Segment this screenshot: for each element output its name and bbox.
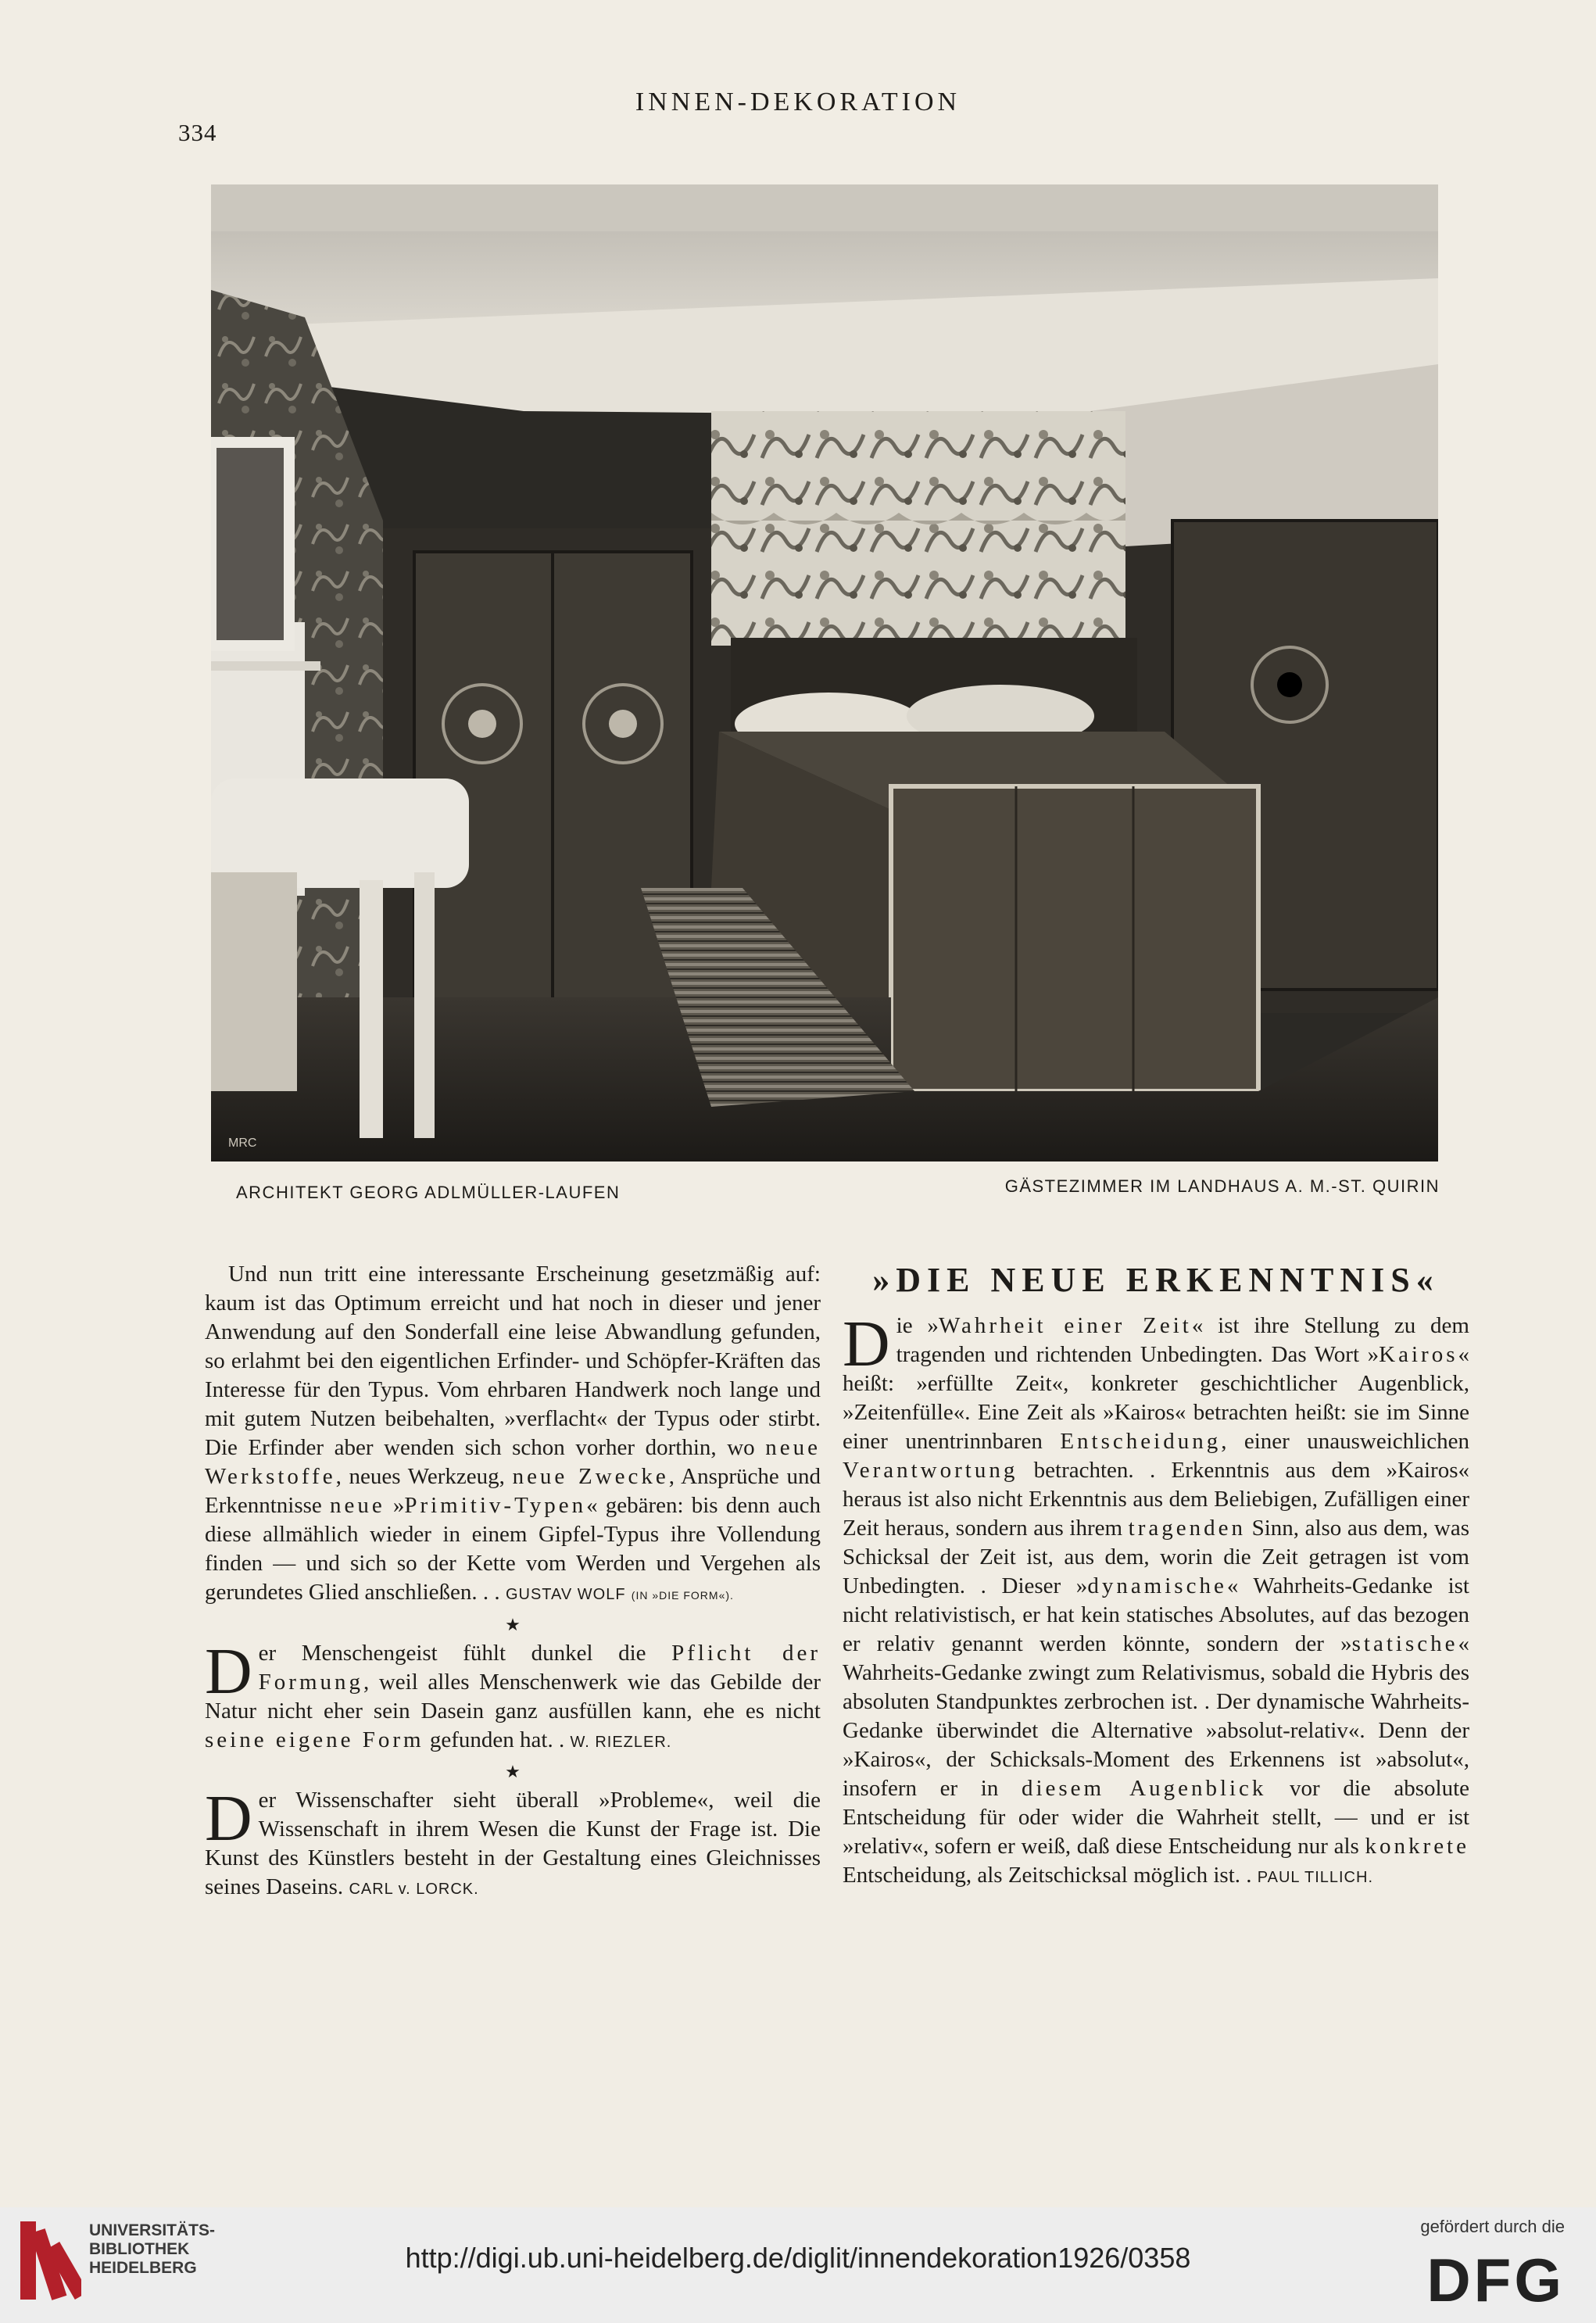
spaced-text: neue Zwecke (512, 1464, 669, 1489)
article-title: »DIE NEUE ERKENNTNIS« (872, 1261, 1440, 1299)
signature-tillich: PAUL TILLICH. (1257, 1869, 1373, 1886)
page-number: 334 (178, 119, 217, 146)
spaced-text: Entscheidung (1060, 1429, 1222, 1454)
signature-riezler: W. RIEZLER. (570, 1734, 672, 1751)
text-span: « gebären: bis denn auch diese allmählich wieder in einem Gipfel-Typus ihre Vollendung finden — und sich so der Kette vom Werden und Vergehen als gerundetes Glied anschließen. . . (205, 1493, 821, 1605)
spaced-text: statische (1351, 1631, 1458, 1656)
text-span: « heißt: »erfüllte Zeit«, konkreter geschichtlicher Augenblick, »Zeitenfülle«. Eine Zeit als »Kairos« betrachten heißt: sie im Sinne einer unentrinnbaren (843, 1342, 1469, 1454)
text-span: « Wahrheits-Gedanke zwingt zum Relativismus, sobald die Hybris des absoluten Standpunktes zerbrochen ist. . Der dynamische Wahrheits-Gedanke überwindet die Alternative »absolut-relativ«. Denn der »Kairos«, der Schicksals-Moment des Erkennens ist »absolut«, insofern er in (843, 1631, 1469, 1801)
star-separator: ★ (505, 1762, 521, 1781)
paragraph-wolf (205, 1260, 821, 1610)
library-line: HEIDELBERG (89, 2259, 197, 2277)
text-span: er Menschengeist fühlt dunkel die (258, 1641, 672, 1666)
spaced-text: Wahrheit einer Zeit (938, 1313, 1192, 1338)
text-span: , weil alles Menschenwerk wie das Gebilde der Natur nicht eher sein Dasein ganz ausfüllen kann, ehe es nicht (205, 1670, 821, 1723)
drop-cap: D (843, 1308, 890, 1380)
spaced-text: dynamische (1087, 1573, 1227, 1598)
star-separator: ★ (505, 1615, 521, 1634)
text-span: « Wahrheits-Gedanke ist nicht relativistisch, er hat kein statisches Absolutes, auf das bezogen er relativ genannt werden könnte, sondern der » (843, 1573, 1469, 1656)
text-span: Entscheidung, als Zeitschicksal möglich ist. . (843, 1863, 1258, 1888)
text-span: « ist ihre Stellung zu dem tragenden und richtenden Unbedingten. Das Wort » (896, 1313, 1469, 1367)
digital-library-url[interactable]: http://digi.ub.uni-heidelberg.de/diglit/innendekoration1926/0358 (405, 2242, 1191, 2274)
spaced-text: konkrete (1365, 1834, 1469, 1859)
photographer-monogram: MRC (228, 1136, 257, 1150)
spaced-text: seine eigene Form (205, 1727, 424, 1752)
spaced-text: diesem Augenblick (1021, 1776, 1267, 1801)
caption-room: GÄSTEZIMMER IM LANDHAUS A. M.-ST. QUIRIN (1004, 1176, 1440, 1196)
text-span: ie » (896, 1313, 939, 1338)
signature-lorck: CARL v. LORCK. (349, 1881, 479, 1898)
spaced-text: Verantwortung (843, 1458, 1018, 1483)
text-span: betrachten. . Erkenntnis aus dem »Kairos« heraus ist also nicht Erkenntnis aus dem Beliebigen, Zufälligen einer Zeit heraus, sondern aus ihrem (843, 1458, 1469, 1541)
spaced-text: neue (329, 1493, 385, 1518)
spaced-text: Pflicht der Formung (258, 1641, 821, 1695)
text-span: er Wissenschafter sieht überall »Probleme«, weil die Wissenschaft in ihrem Wesen die Kunst der Frage ist. Die Kunst des Künstlers besteht in der Gestaltung eines Gleichnisses seines Daseins. (205, 1788, 821, 1899)
library-line: BIBLIOTHEK (89, 2240, 190, 2258)
text-span: vor die absolute Entscheidung für oder wider die Wahrheit stellt, — und er ist »relativ«, sofern er weiß, daß diese Entscheidung nur als (843, 1776, 1470, 1859)
spaced-text: tragenden (1128, 1516, 1246, 1541)
spaced-text: Kairos (1379, 1342, 1458, 1367)
drop-cap: D (205, 1782, 252, 1855)
running-head: INNEN-DEKORATION (635, 88, 961, 116)
right-column (843, 1260, 1469, 1892)
text-span: » (385, 1493, 405, 1518)
text-span: Sinn, also aus dem, was Schicksal der Zeit ist, aus dem, worin die Zeit getragen ist vom Unbedingten. . Dieser » (843, 1516, 1469, 1598)
paragraph-riezler (205, 1635, 821, 1757)
library-line: UNIVERSITÄTS- (89, 2221, 216, 2239)
signature-source: (IN »DIE FORM«). (631, 1589, 734, 1602)
guest-room-illustration (211, 184, 1438, 1162)
text-span: Und nun tritt eine interessante Erscheinung gesetzmäßig auf: kaum ist das Optimum erreicht und hat noch in dieser und jener Anwendung auf den Sonderfall eine leise Abwandlung gefunden, so erlahmt bei den eigentlichen Erfinder- und Schöpfer-Kräften das Interesse für den Typus. Vom ehrbaren Handwerk noch lange und mit gutem Nutzen beibehalten, »verflacht« der Typus oder stirbt. Die Erfinder aber wenden sich schon vorher dorthin, wo (205, 1262, 821, 1460)
caption-architect: ARCHITEKT GEORG ADLMÜLLER-LAUFEN (236, 1183, 621, 1202)
dfg-logo: DFG (1426, 2246, 1565, 2314)
funding-note: gefördert durch die (1420, 2217, 1565, 2236)
text-span: , einer unausweichlichen (1221, 1429, 1469, 1454)
left-column (205, 1260, 821, 1904)
text-span: gefunden hat. . (424, 1727, 571, 1752)
text-span: , Ansprüche und Erkenntnisse (205, 1464, 821, 1518)
signature-wolf: GUSTAV WOLF (505, 1586, 626, 1603)
drop-cap: D (205, 1635, 252, 1708)
text-span: , neues Werkzeug, (335, 1464, 513, 1489)
paragraph-tillich (843, 1308, 1470, 1892)
interior-photograph (211, 184, 1438, 1162)
spaced-text: Primitiv-Typen (404, 1493, 587, 1518)
spaced-text: neue Werkstoffe (205, 1435, 821, 1489)
paragraph-lorck (205, 1782, 821, 1904)
